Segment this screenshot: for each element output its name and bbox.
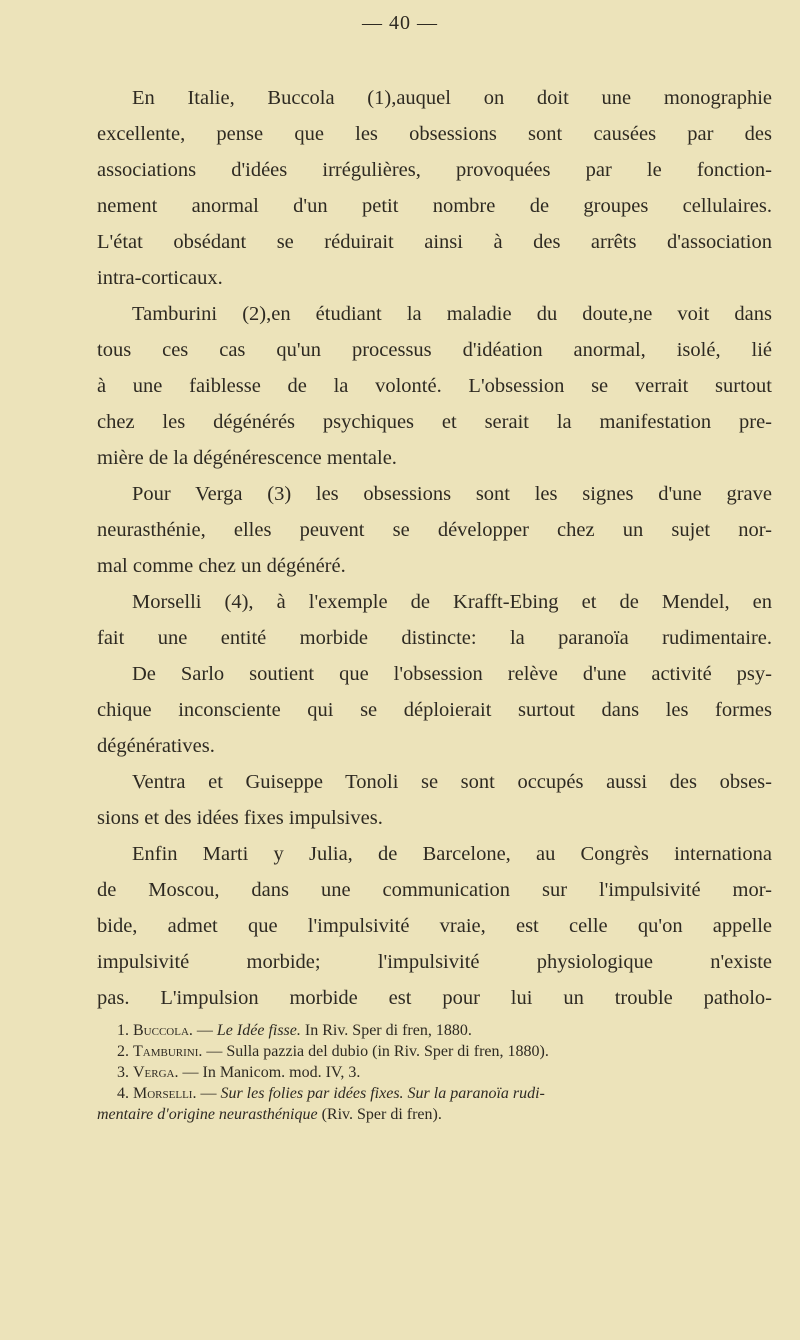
text-line: dégénératives. <box>97 735 215 757</box>
text-line: Morselli (4), à l'exemple de Krafft-Ebing et de Mendel, en <box>132 591 772 613</box>
footnote-author: Verga. <box>133 1064 179 1081</box>
body-text <box>97 80 772 1016</box>
footnote: 1. Buccola. — Le Idée fisse. In Riv. Sper di fren, 1880. <box>117 1022 472 1039</box>
footnote-author: Tamburini. <box>133 1043 203 1060</box>
text-line: chez les dégénérés psychiques et serait la manifestation pre- <box>97 411 772 433</box>
text-line: intra-corticaux. <box>97 267 223 289</box>
footnote: 4. Morselli. — Sur les folies par idées fixes. Sur la paranoïa rudi- <box>117 1085 545 1102</box>
text-line: L'état obsédant se réduirait ainsi à des arrêts d'association <box>97 231 772 253</box>
text-line: neurasthénie, elles peuvent se développer chez un sujet nor- <box>97 519 772 541</box>
footnote-source: In Manicom. mod. IV, 3. <box>202 1064 361 1081</box>
footnote-number: 2. <box>117 1043 129 1060</box>
text-line: à une faiblesse de la volonté. L'obsession se verrait surtout <box>97 375 772 397</box>
footnote-continuation <box>97 1104 772 1125</box>
footnote-number: 1. <box>117 1022 129 1039</box>
text-line: mal comme chez un dégénéré. <box>97 555 346 577</box>
footnote-title: Sur les folies par idées fixes. Sur la paranoïa rudi- <box>220 1085 545 1102</box>
footnotes <box>97 1020 772 1125</box>
footnote-source: Sulla pazzia del dubio (in Riv. Sper di fren, 1880). <box>226 1043 549 1060</box>
page-number: — 40 — <box>362 12 438 34</box>
footnote-author: Morselli. <box>133 1085 197 1102</box>
text-line: pas. L'impulsion morbide est pour lui un trouble patholo- <box>97 987 772 1009</box>
footnote-source: (Riv. Sper di fren). <box>317 1106 442 1123</box>
text-line: chique inconsciente qui se déploierait surtout dans les formes <box>97 699 772 721</box>
text-line: bide, admet que l'impulsivité vraie, est celle qu'on appelle <box>97 915 772 937</box>
text-line: de Moscou, dans une communication sur l'impulsivité mor- <box>97 879 772 901</box>
text-line: fait une entité morbide distincte: la paranoïa rudimentaire. <box>97 627 772 649</box>
text-line: Pour Verga (3) les obsessions sont les signes d'une grave <box>132 483 772 505</box>
text-line: nement anormal d'un petit nombre de groupes cellulaires. <box>97 195 772 217</box>
text-line: tous ces cas qu'un processus d'idéation anormal, isolé, lié <box>97 339 772 361</box>
text-line: mière de la dégénérescence mentale. <box>97 447 397 469</box>
footnote-title: mentaire d'origine neurasthénique <box>97 1106 318 1123</box>
text-line: Ventra et Guiseppe Tonoli se sont occupés aussi des obses- <box>132 771 772 793</box>
footnote-author: Buccola. <box>133 1022 193 1039</box>
footnote: 2. Tamburini. — Sulla pazzia del dubio (in Riv. Sper di fren, 1880). <box>117 1043 549 1060</box>
text-line: impulsivité morbide; l'impulsivité physiologique n'existe <box>97 951 772 973</box>
text-line: sions et des idées fixes impulsives. <box>97 807 383 829</box>
footnote-number: 3. <box>117 1064 129 1081</box>
footnote-source: In Riv. Sper di fren, 1880. <box>300 1022 472 1039</box>
text-line: Enfin Marti y Julia, de Barcelone, au Congrès internationa <box>132 843 772 865</box>
footnote-title: Le Idée fisse. <box>216 1022 301 1039</box>
footnote: 3. Verga. — In Manicom. mod. IV, 3. <box>117 1064 361 1081</box>
text-line: Tamburini (2),en étudiant la maladie du doute,ne voit dans <box>132 303 772 325</box>
footnote-number: 4. <box>117 1085 129 1102</box>
text-line: associations d'idées irrégulières, provoquées par le fonction- <box>97 159 772 181</box>
text-line: En Italie, Buccola (1),auquel on doit une monographie <box>132 87 772 109</box>
text-line: De Sarlo soutient que l'obsession relève d'une activité psy- <box>132 663 772 685</box>
text-line: excellente, pense que les obsessions sont causées par des <box>97 123 772 145</box>
